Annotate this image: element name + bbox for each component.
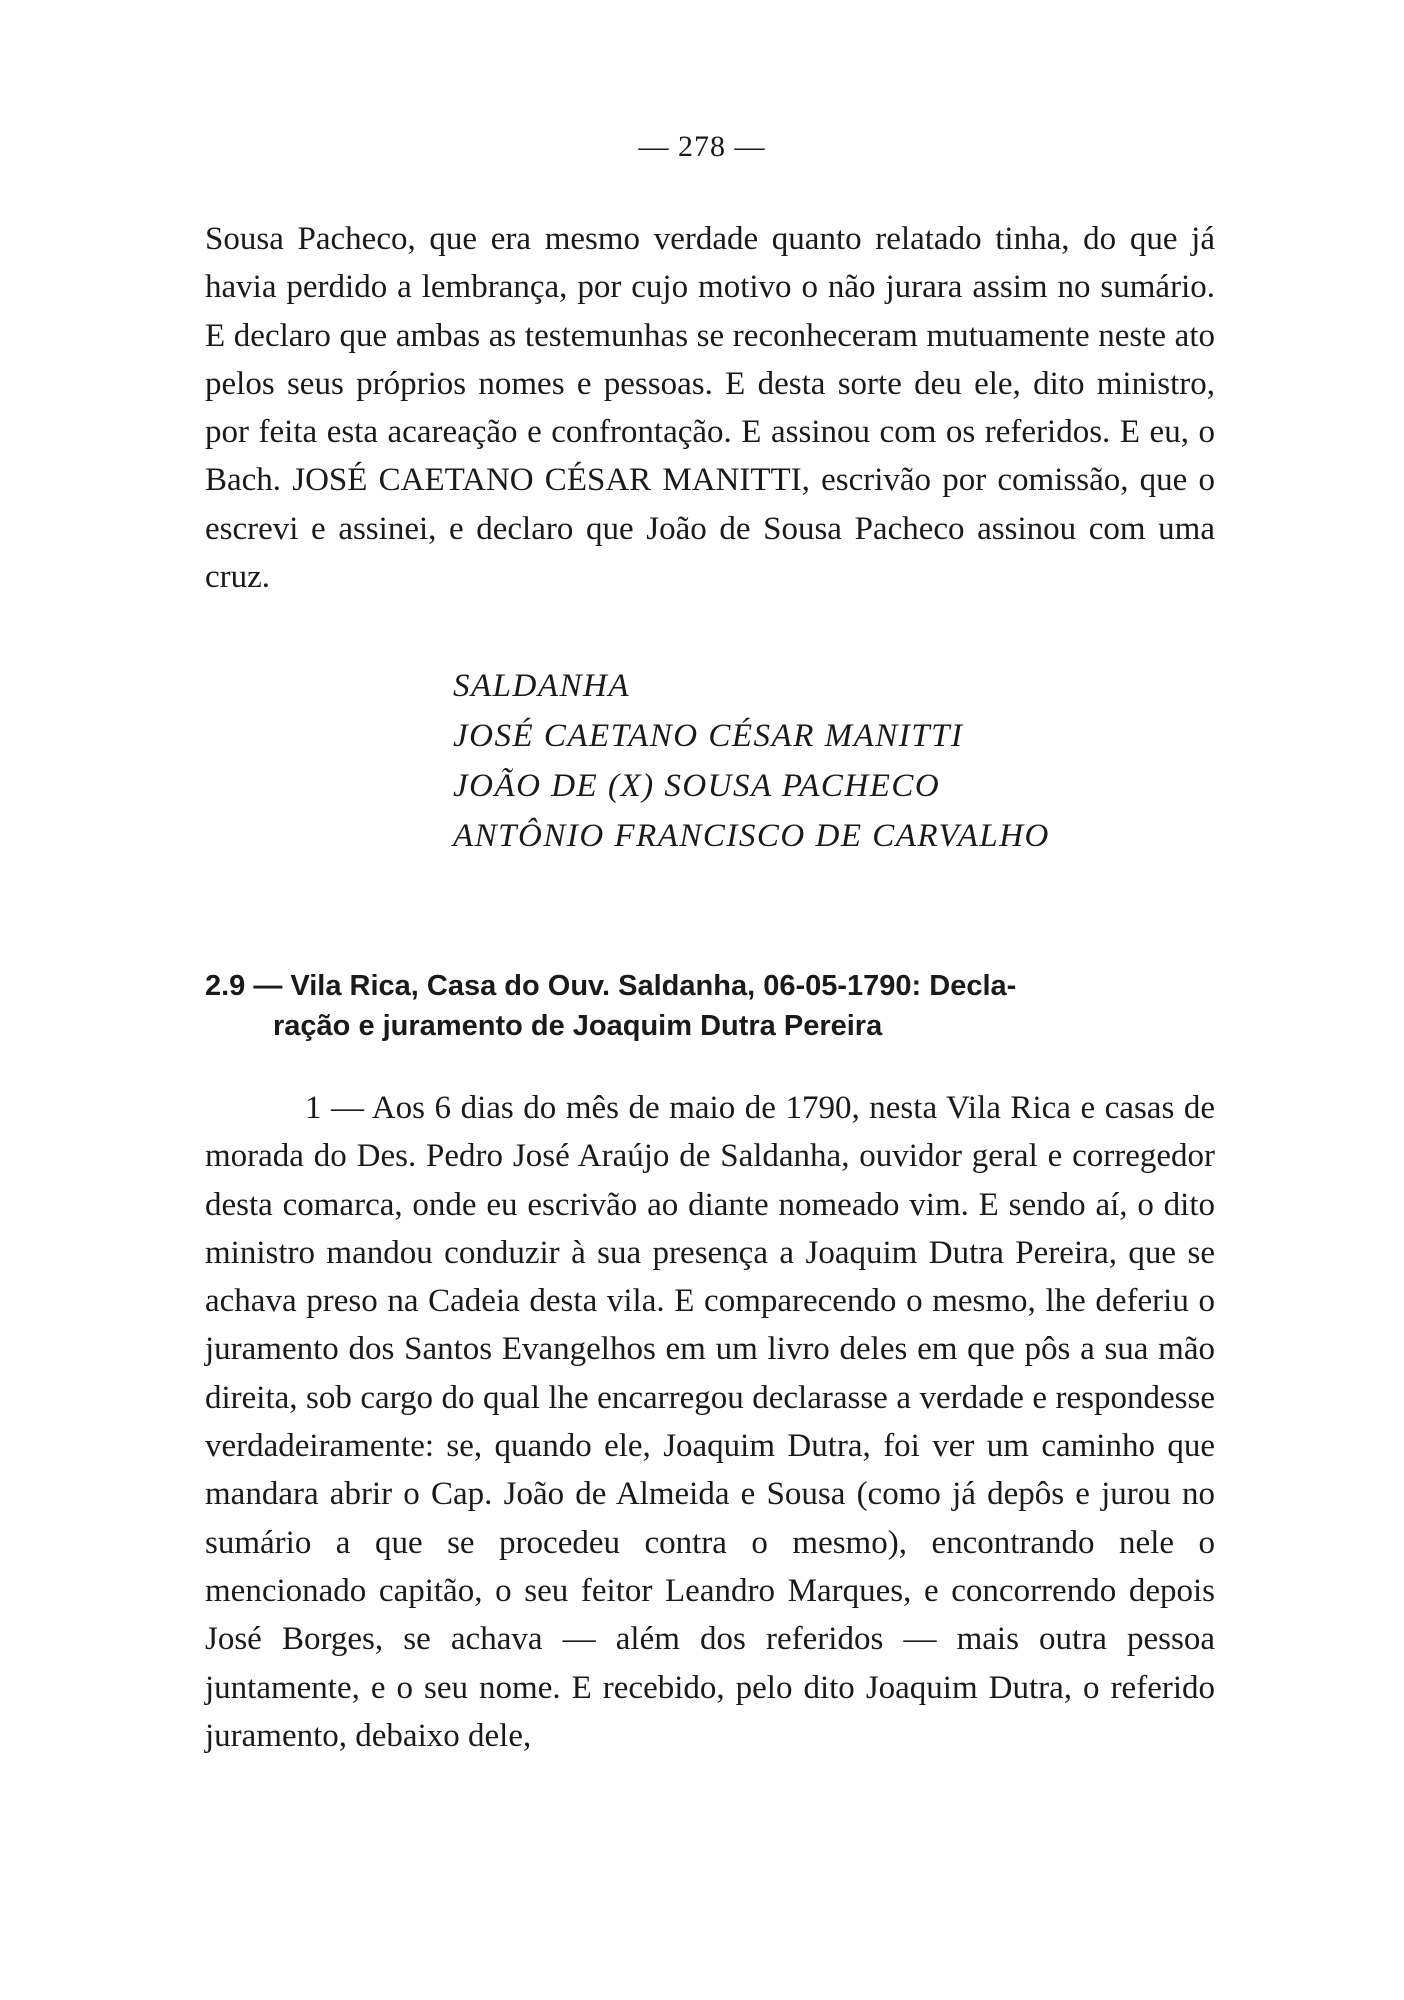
signature-manitti: JOSÉ CAETANO CÉSAR MANITTI [453, 718, 964, 754]
paragraph-continued [205, 215, 1215, 601]
signature-carvalho: ANTÔNIO FRANCISCO DE CARVALHO [453, 818, 1050, 854]
paragraph-text: 1 — Aos 6 dias do mês de maio de 1790, nesta Vila Rica e casas de morada do Des. Pedro José Araújo de Saldanha, ouvidor geral e corregedor desta comarca, onde eu escrivão ao diante nomeado vim. E sendo aí, o dito ministro mandou conduzir à sua presença a Joaquim Dutra Pereira, que se achava preso na Cadeia desta vila. E comparecendo o mesmo, lhe deferiu o juramento dos Santos Evangelhos em um livro deles em que pôs a sua mão direita, sob cargo do qual lhe encarregou declarasse a verdade e respondesse verdadeiramente: se, quando ele, Joaquim Dutra, foi ver um caminho que mandara abrir o Cap. João de Almeida e Sousa (como já depôs e jurou no sumário a que se procedeu contra o mesmo), encontrando nele o mencionado capitão, o seu feitor Leandro Marques, e concorrendo depois José Borges, se achava — além dos referidos — mais outra pessoa juntamente, e o seu nome. E recebido, pelo dito Joaquim Dutra, o referido juramento, debaixo dele, [205, 1090, 1215, 1754]
paragraph-section-2-9 [205, 1084, 1215, 1760]
section-heading [205, 966, 1215, 1046]
section-heading-line2: ração e juramento de Joaquim Dutra Pereira [273, 1010, 883, 1042]
section-heading-line1: 2.9 — Vila Rica, Casa do Ouv. Saldanha, 06-05-1790: Decla- [205, 970, 1017, 1002]
signature-block [453, 661, 1050, 861]
page-number: — 278 — [638, 130, 766, 163]
signature-saldanha: SALDANHA [453, 668, 630, 704]
signature-pacheco: JOÃO DE (X) SOUSA PACHECO [453, 768, 941, 804]
paragraph-text: Sousa Pacheco, que era mesmo verdade quanto relatado tinha, do que já havia perdido a lembrança, por cujo motivo o não jurara assim no sumário. E declaro que ambas as testemunhas se reconheceram mutuamente neste ato pelos seus próprios nomes e pessoas. E desta sorte deu ele, dito ministro, por feita esta acareação e confrontação. E assinou com os referidos. E eu, o Bach. JOSÉ CAETANO CÉSAR MANITTI, escrivão por comissão, que o escrevi e assinei, e declaro que João de Sousa Pacheco assinou com uma cruz. [205, 221, 1215, 596]
